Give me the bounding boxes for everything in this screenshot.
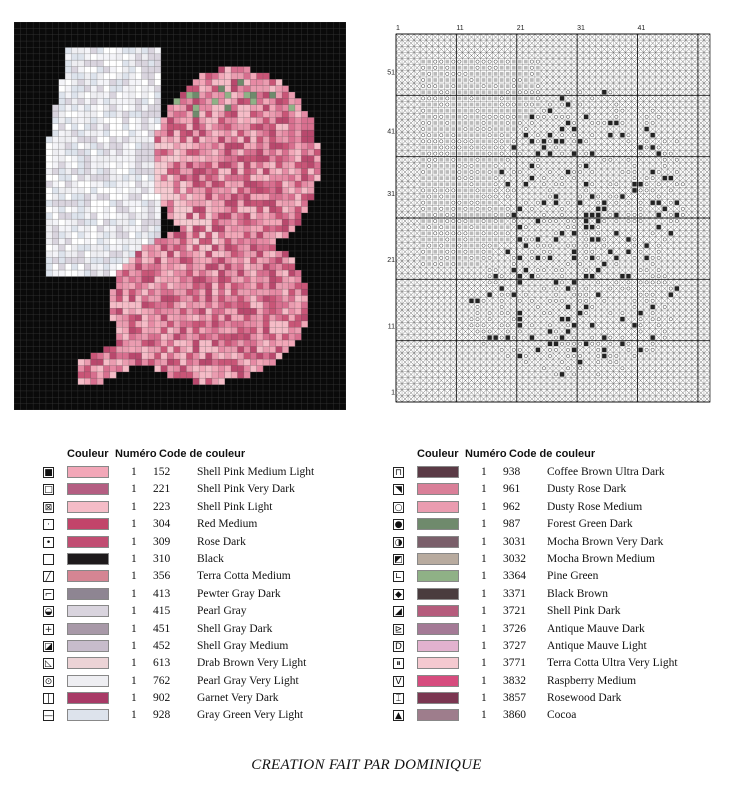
thread-name: Gray Green Very Light — [197, 709, 304, 722]
thread-color-swatch — [417, 518, 459, 530]
thread-code: 938 — [503, 466, 521, 478]
thread-code: 762 — [153, 674, 171, 687]
thread-color-swatch — [67, 501, 109, 513]
row-number-label: 21 — [387, 257, 395, 265]
stitch-symbol-icon: ▲ — [393, 710, 404, 721]
stitch-symbol-icon: ╱ — [43, 571, 54, 582]
thread-name: Mocha Brown Very Dark — [547, 535, 664, 548]
strand-count: 1 — [131, 500, 137, 513]
header-code: Code de couleur — [509, 448, 596, 460]
strand-count: 1 — [481, 466, 487, 478]
thread-code: 3771 — [503, 657, 526, 670]
thread-color-swatch — [67, 605, 109, 617]
thread-color-swatch — [417, 536, 459, 548]
stitch-symbol-icon: ◺ — [43, 658, 54, 669]
header-couleur: Couleur — [417, 448, 459, 460]
strand-count: 1 — [481, 709, 487, 722]
row-number-label: 31 — [387, 190, 395, 198]
strand-count: 1 — [131, 674, 137, 687]
strand-count: 1 — [481, 570, 487, 583]
header-numero: Numéro — [465, 448, 507, 460]
thread-code: 223 — [153, 500, 171, 513]
thread-color-swatch — [417, 553, 459, 565]
header-code: Code de couleur — [159, 448, 246, 460]
thread-code: 3857 — [503, 692, 526, 705]
thread-color-swatch — [67, 709, 109, 721]
strand-count: 1 — [131, 587, 137, 600]
stitch-symbol-icon: ⊵ — [394, 624, 403, 635]
thread-code: 961 — [503, 483, 521, 496]
strand-count: 1 — [131, 692, 137, 705]
thread-name: Forest Green Dark — [547, 518, 633, 531]
thread-code: 613 — [153, 657, 171, 670]
thread-color-swatch — [417, 623, 459, 635]
thread-code: 962 — [503, 500, 521, 513]
thread-code: 3032 — [503, 552, 526, 565]
thread-name: Drab Brown Very Light — [197, 657, 307, 670]
thread-color-swatch — [417, 501, 459, 513]
row-number-label: 11 — [387, 323, 395, 331]
strand-count: 1 — [481, 639, 487, 652]
stitch-symbol-icon: ⊓ — [394, 468, 403, 478]
thread-color-swatch — [67, 623, 109, 635]
thread-name: Dusty Rose Dark — [547, 483, 627, 496]
thread-name: Terra Cotta Ultra Very Light — [547, 657, 678, 670]
strand-count: 1 — [481, 535, 487, 548]
thread-color-swatch — [417, 605, 459, 617]
strand-count: 1 — [131, 552, 137, 565]
stitch-symbol-icon: ● — [394, 520, 403, 531]
thread-color-swatch — [67, 657, 109, 669]
thread-name: Shell Pink Light — [197, 500, 273, 513]
strand-count: 1 — [131, 709, 137, 722]
stitch-symbol-icon: ◥ — [393, 484, 404, 495]
strand-count: 1 — [481, 622, 487, 635]
thread-name: Coffee Brown Ultra Dark — [547, 466, 665, 478]
strand-count: 1 — [481, 587, 487, 600]
thread-name: Dusty Rose Medium — [547, 500, 643, 513]
thread-color-swatch — [67, 675, 109, 687]
thread-name: Rose Dark — [197, 535, 246, 548]
strand-count: 1 — [481, 657, 487, 670]
row-number-label: 1 — [391, 389, 395, 397]
thread-color-swatch — [417, 588, 459, 600]
thread-name: Shell Pink Medium Light — [197, 466, 315, 478]
thread-color-swatch — [417, 640, 459, 652]
stitch-symbol-icon: · — [43, 519, 54, 530]
thread-name: Pearl Gray Very Light — [197, 674, 299, 687]
stitch-symbol-icon: ◢ — [393, 606, 404, 617]
thread-color-swatch — [417, 466, 459, 478]
row-number-label: 51 — [387, 69, 395, 77]
thread-color-swatch — [417, 483, 459, 495]
strand-count: 1 — [481, 692, 487, 705]
stitch-symbol-icon: ⌐ — [44, 589, 53, 600]
stitch-chart-grid — [384, 16, 716, 406]
thread-name: Black — [197, 552, 224, 565]
thread-color-swatch — [67, 692, 109, 704]
pattern-preview-image — [14, 22, 346, 410]
thread-code: 310 — [153, 552, 171, 565]
thread-name: Raspberry Medium — [547, 674, 637, 687]
stitch-symbol-icon: ◑ — [394, 537, 403, 548]
thread-code: 413 — [153, 587, 171, 600]
stitch-symbol-icon: — — [44, 711, 53, 722]
stitch-symbol-icon: | — [43, 693, 54, 704]
thread-name: Shell Gray Medium — [197, 639, 289, 652]
strand-count: 1 — [131, 657, 137, 670]
strand-count: 1 — [481, 674, 487, 687]
stitch-symbol-icon: ◪ — [44, 641, 53, 652]
thread-color-swatch — [67, 483, 109, 495]
thread-color-swatch — [67, 518, 109, 530]
thread-code: 452 — [153, 639, 171, 652]
thread-code: 356 — [153, 570, 171, 583]
thread-code: 3721 — [503, 605, 526, 618]
strand-count: 1 — [481, 605, 487, 618]
thread-name: Shell Pink Dark — [547, 605, 621, 618]
thread-name: Shell Gray Dark — [197, 622, 273, 635]
thread-color-swatch — [67, 553, 109, 565]
thread-code: 3726 — [503, 622, 526, 635]
thread-color-swatch — [67, 588, 109, 600]
stitch-symbol-icon: ○ — [394, 502, 403, 513]
thread-name: Antique Mauve Light — [547, 639, 647, 652]
strand-count: 1 — [481, 483, 487, 496]
stitch-symbol-icon: D — [393, 641, 404, 652]
stitch-symbol-icon: ⌶ — [393, 693, 404, 704]
header-couleur: Couleur — [67, 448, 109, 460]
stitch-symbol-icon: □ — [44, 485, 53, 496]
thread-code: 152 — [153, 466, 171, 478]
thread-code: 3371 — [503, 587, 526, 600]
thread-code: 902 — [153, 692, 171, 705]
stitch-symbol-icon: V — [393, 676, 404, 687]
thread-name: Rosewood Dark — [547, 692, 622, 705]
row-number-label: 41 — [387, 128, 395, 136]
thread-color-swatch — [417, 709, 459, 721]
thread-name: Red Medium — [197, 518, 258, 531]
thread-color-swatch — [417, 692, 459, 704]
stitch-symbol-icon: ◒ — [44, 607, 53, 618]
strand-count: 1 — [131, 518, 137, 531]
stitch-symbol-icon: ⏸ — [393, 658, 404, 669]
thread-code: 987 — [503, 518, 521, 531]
thread-code: 3364 — [503, 570, 526, 583]
thread-code: 3860 — [503, 709, 526, 722]
strand-count: 1 — [131, 535, 137, 548]
thread-color-swatch — [67, 570, 109, 582]
strand-count: 1 — [131, 622, 137, 635]
thread-name: Shell Pink Very Dark — [197, 483, 295, 496]
stitch-symbol-icon: ◩ — [394, 554, 403, 565]
thread-code: 304 — [153, 518, 171, 531]
thread-code: 451 — [153, 622, 171, 635]
thread-code: 3031 — [503, 535, 526, 548]
column-number-label: 1 — [396, 25, 400, 32]
thread-color-swatch — [417, 657, 459, 669]
column-number-label: 21 — [516, 25, 525, 32]
thread-code: 928 — [153, 709, 171, 722]
thread-code: 3832 — [503, 674, 526, 687]
thread-name: Cocoa — [547, 709, 577, 722]
stitch-symbol-icon: + — [44, 624, 53, 635]
thread-code: 221 — [153, 483, 171, 496]
thread-name: Mocha Brown Medium — [547, 552, 655, 565]
creator-credit: CREATION FAIT PAR DOMINIQUE — [251, 757, 482, 773]
thread-code: 3727 — [503, 639, 526, 652]
thread-name: Terra Cotta Medium — [197, 570, 291, 583]
stitch-symbol-icon: ∟ — [394, 572, 403, 583]
thread-name: Pearl Gray — [197, 605, 247, 618]
thread-color-swatch — [67, 466, 109, 478]
column-number-label: 31 — [577, 25, 585, 32]
column-number-label: 11 — [456, 25, 464, 32]
thread-code: 415 — [153, 605, 171, 618]
thread-color-swatch — [67, 640, 109, 652]
strand-count: 1 — [481, 518, 487, 531]
stitch-symbol-icon — [43, 554, 54, 565]
thread-name: Garnet Very Dark — [197, 692, 279, 705]
header-numero: Numéro — [115, 448, 157, 460]
strand-count: 1 — [131, 570, 137, 583]
stitch-symbol-icon: • — [43, 537, 54, 548]
strand-count: 1 — [481, 552, 487, 565]
thread-name: Pine Green — [547, 570, 599, 583]
thread-name: Antique Mauve Dark — [547, 622, 645, 635]
strand-count: 1 — [131, 466, 137, 478]
thread-name: Pewter Gray Dark — [197, 587, 281, 600]
stitch-symbol-icon: ⊠ — [44, 502, 53, 513]
thread-color-swatch — [67, 536, 109, 548]
stitch-symbol-icon: ■ — [44, 468, 53, 478]
strand-count: 1 — [131, 483, 137, 496]
strand-count: 1 — [481, 500, 487, 513]
thread-color-swatch — [417, 675, 459, 687]
stitch-symbol-icon: ◆ — [393, 589, 404, 600]
thread-color-swatch — [417, 570, 459, 582]
column-number-label: 41 — [637, 25, 646, 32]
strand-count: 1 — [131, 605, 137, 618]
stitch-symbol-icon: ⊙ — [44, 676, 53, 687]
strand-count: 1 — [131, 639, 137, 652]
thread-name: Black Brown — [547, 587, 609, 600]
thread-code: 309 — [153, 535, 171, 548]
